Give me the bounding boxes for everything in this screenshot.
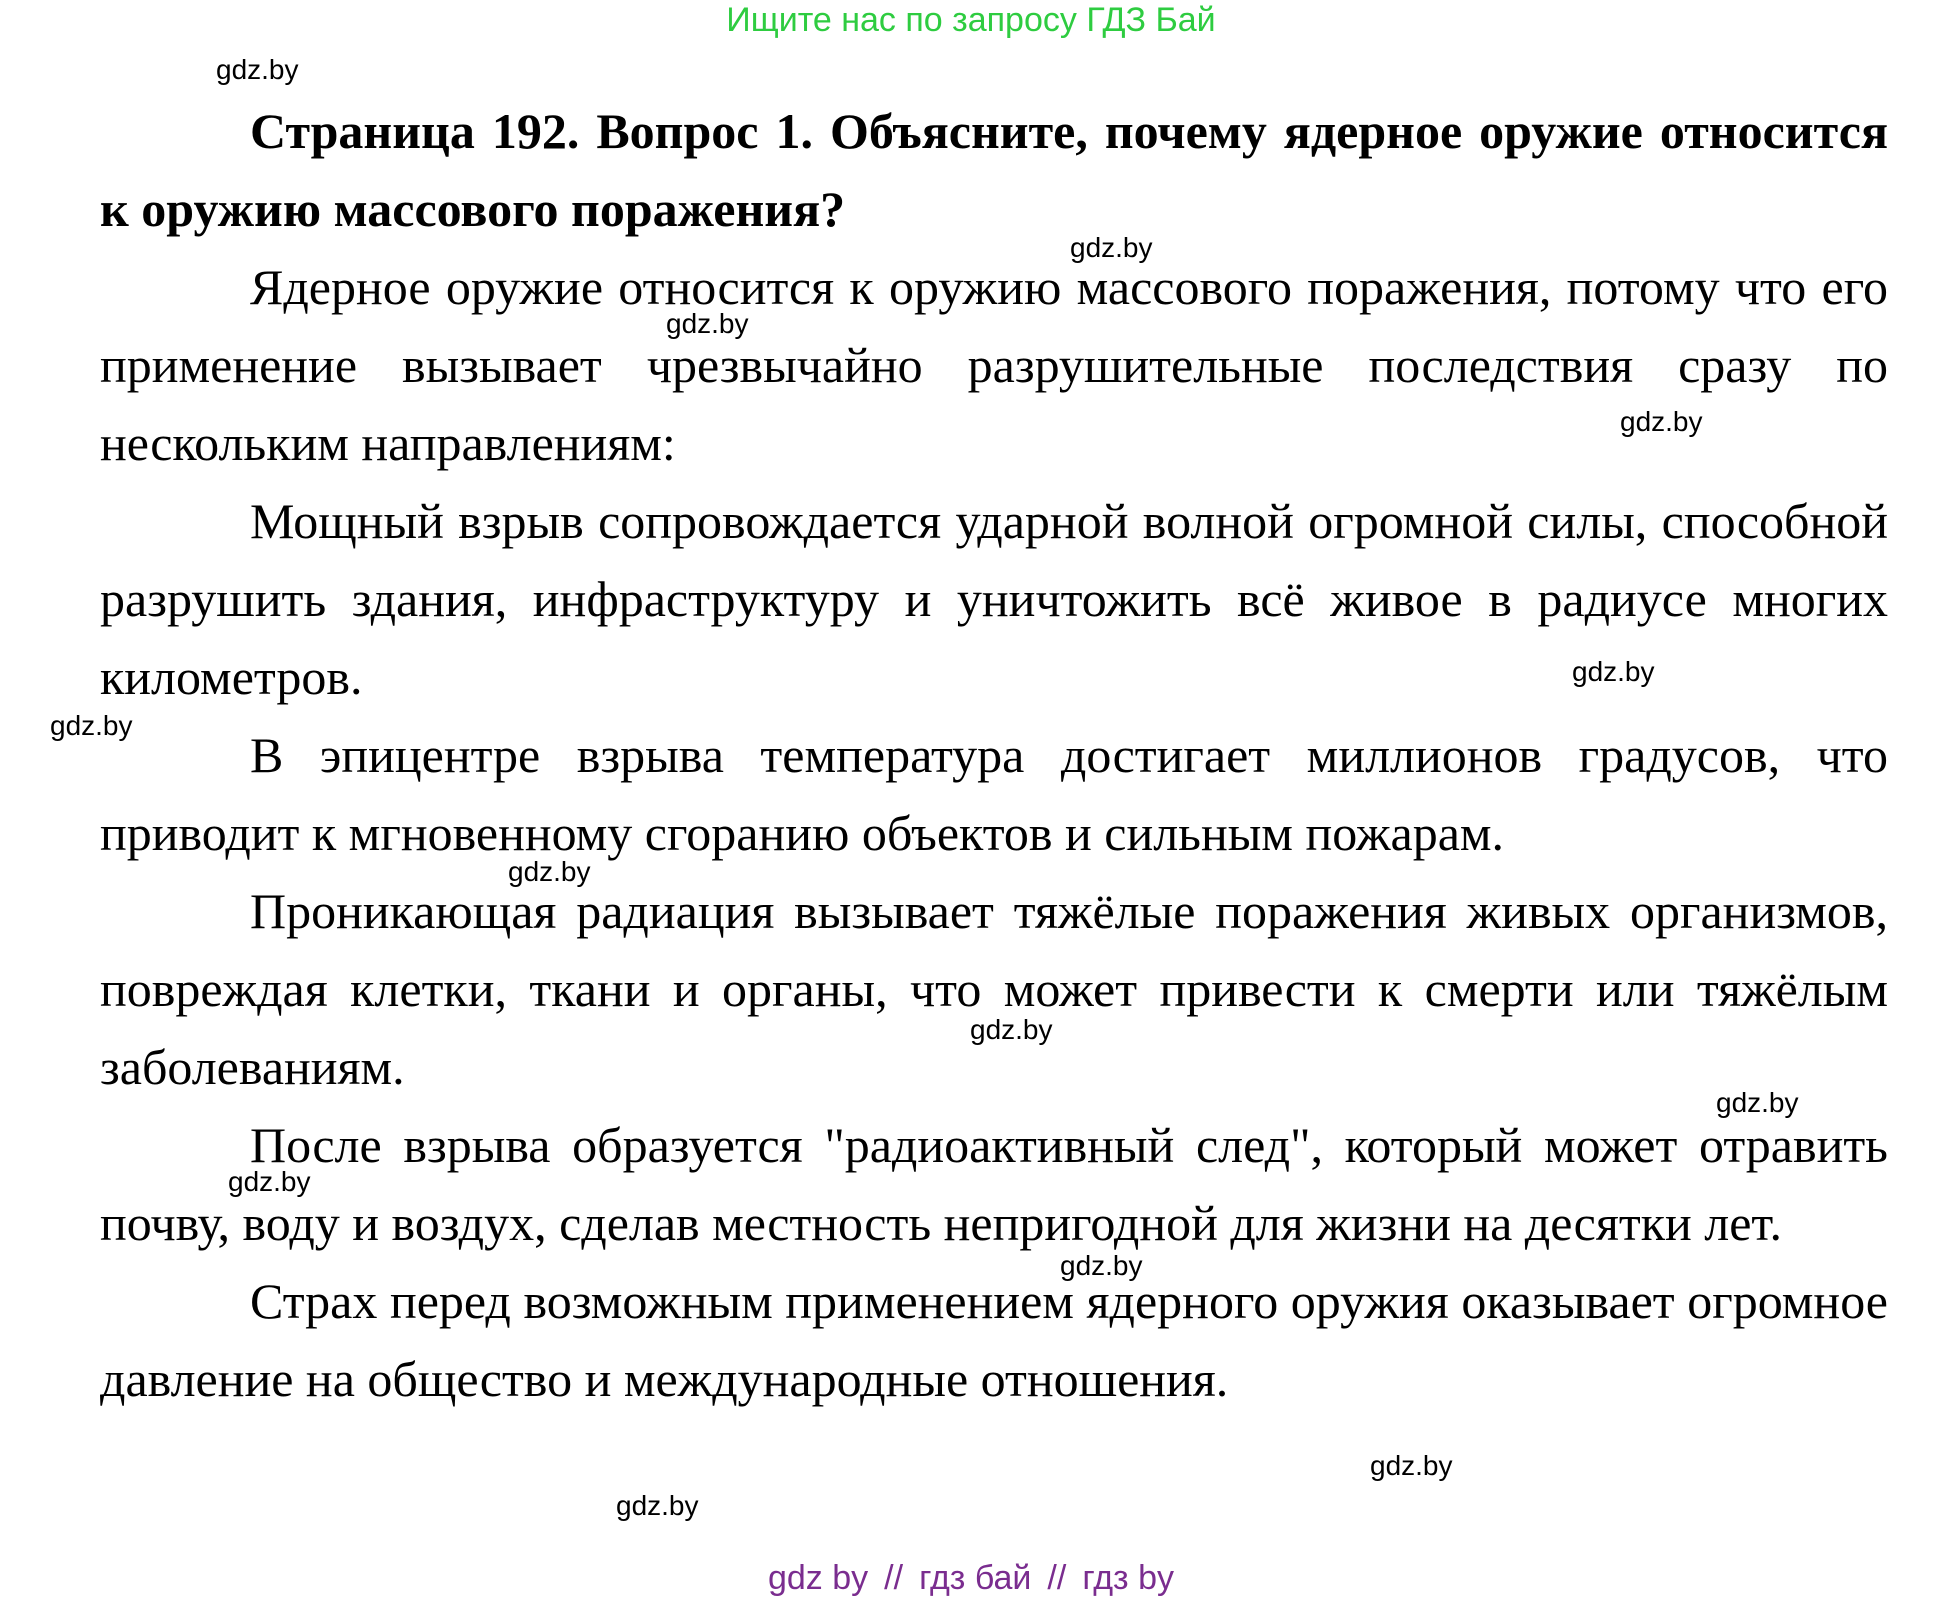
watermark: gdz.by — [1370, 1450, 1453, 1481]
answer-paragraph-4: Проникающая радиация вызывает тяжёлые поражения живых организмов, повреждая клетки, ткани и органы, что может привести к смерти или тяжёлым заболеваниям. — [100, 883, 1888, 1095]
watermark: gdz.by — [228, 1166, 311, 1197]
footer-separator: // — [884, 1559, 904, 1597]
watermark: gdz.by — [1572, 656, 1655, 687]
answer-paragraph-2: Мощный взрыв сопровождается ударной волной огромной силы, способной разрушить здания, инфраструктуру и уничтожить всё живое в радиусе многих километров. — [100, 493, 1888, 705]
watermark: gdz.by — [1060, 1250, 1143, 1281]
footer-link-gdz-by[interactable]: gdz by — [767, 1559, 869, 1597]
watermark: gdz.by — [1070, 232, 1153, 263]
watermark: gdz.by — [50, 710, 133, 741]
footer-link-gdz-by-cyr[interactable]: гдз by — [1082, 1559, 1174, 1597]
watermark: gdz.by — [216, 54, 299, 85]
footer-links — [0, 1558, 1942, 1598]
answer-paragraph-5: После взрыва образуется "радиоактивный след", который может отравить почву, воду и воздух, сделав местность непригодной для жизни на десятки лет. — [100, 1117, 1888, 1251]
footer-link-gdz-bai[interactable]: гдз бай — [919, 1559, 1032, 1597]
watermark: gdz.by — [1620, 406, 1703, 437]
answer-paragraph-1: Ядерное оружие относится к оружию массового поражения, потому что его применение вызывает чрезвычайно разрушительные последствия сразу по нескольким направлениям: — [100, 259, 1888, 471]
watermark: gdz.by — [1716, 1087, 1799, 1118]
footer-separator: // — [1047, 1559, 1067, 1597]
watermark: gdz.by — [970, 1014, 1053, 1045]
answer-paragraph-6: Страх перед возможным применением ядерного оружия оказывает огромное давление на общество и международные отношения. — [100, 1273, 1888, 1407]
top-banner: Ищите нас по запросу ГДЗ Бай — [726, 1, 1216, 39]
watermark: gdz.by — [666, 308, 749, 339]
question-title: Страница 192. Вопрос 1. Объясните, почему ядерное оружие относится к оружию массового поражения? — [100, 103, 1888, 237]
watermark: gdz.by — [508, 856, 591, 887]
watermark: gdz.by — [616, 1490, 699, 1521]
document-body — [100, 92, 1888, 1418]
answer-paragraph-3: В эпицентре взрыва температура достигает миллионов градусов, что приводит к мгновенному сгоранию объектов и сильным пожарам. — [100, 727, 1888, 861]
